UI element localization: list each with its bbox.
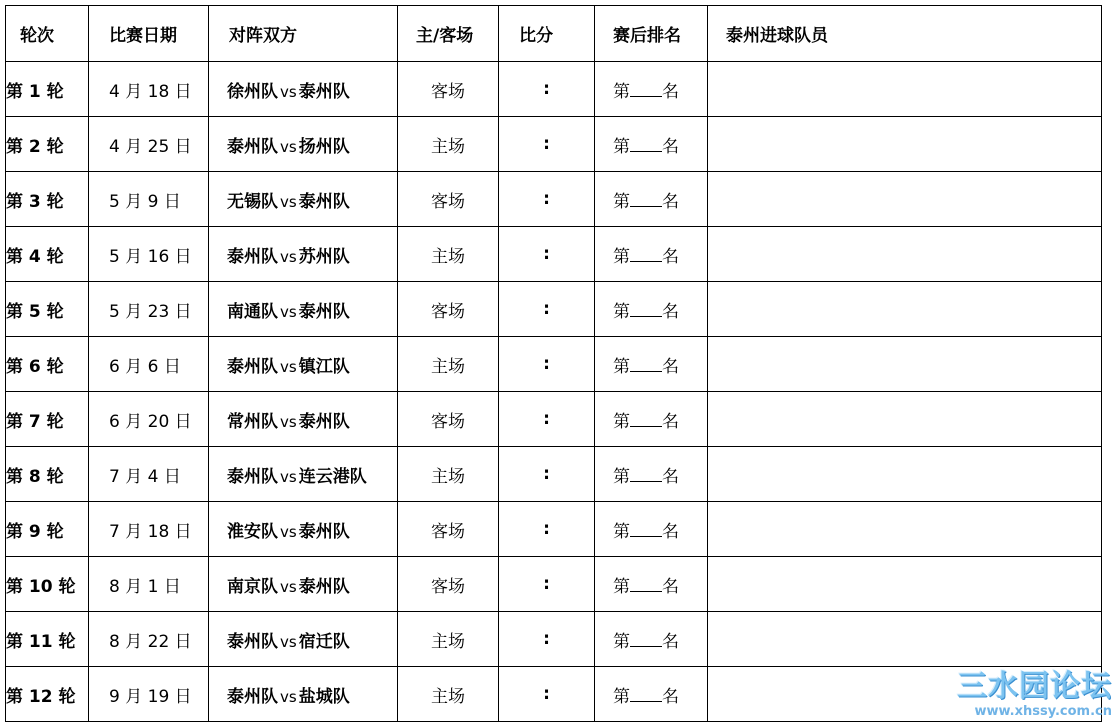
vs-label: vs: [280, 82, 297, 101]
rank-cell: [595, 117, 708, 172]
rank-blank: [630, 137, 662, 152]
scorers-cell: [708, 62, 1102, 117]
rank-prefix: 第: [613, 411, 630, 432]
watermark-brand: 三水园论坛: [957, 669, 1112, 704]
team-a: 南通队: [227, 301, 278, 322]
rank-blank: [630, 357, 662, 372]
venue-cell: 主场: [398, 117, 499, 172]
vs-label: vs: [280, 687, 297, 706]
header-scorers: 泰州进球队员: [708, 6, 1102, 62]
venue-cell: 主场: [398, 447, 499, 502]
venue-cell: 主场: [398, 667, 499, 722]
team-b: 镇江队: [298, 356, 350, 377]
vs-label: vs: [280, 192, 297, 211]
match-cell: [209, 667, 398, 722]
rank-suffix: 名: [662, 631, 679, 652]
rank-blank: [630, 192, 662, 207]
match-cell: [209, 557, 398, 612]
round-cell: 第 5 轮: [6, 282, 89, 337]
rank-cell: [595, 392, 708, 447]
site-watermark: [942, 669, 1112, 725]
scorers-cell: [708, 447, 1102, 502]
rank-blank: [630, 302, 662, 317]
round-cell: 第 12 轮: [6, 667, 89, 722]
scorers-cell: [708, 282, 1102, 337]
team-a: 南京队: [227, 576, 278, 597]
round-cell: 第 3 轮: [6, 172, 89, 227]
rank-blank: [630, 467, 662, 482]
vs-label: vs: [280, 137, 297, 156]
team-a: 无锡队: [227, 191, 278, 212]
score-cell: :: [499, 282, 595, 337]
venue-cell: 客场: [398, 62, 499, 117]
team-b: 泰州队: [298, 576, 350, 597]
match-cell: [209, 502, 398, 557]
rank-cell: [595, 557, 708, 612]
table-row: [6, 117, 1102, 172]
table-row: [6, 62, 1102, 117]
rank-cell: [595, 172, 708, 227]
rank-prefix: 第: [613, 136, 630, 157]
round-cell: 第 10 轮: [6, 557, 89, 612]
vs-label: vs: [280, 467, 297, 486]
rank-suffix: 名: [662, 136, 679, 157]
rank-blank: [630, 687, 662, 702]
rank-cell: [595, 612, 708, 667]
score-cell: :: [499, 392, 595, 447]
rank-prefix: 第: [613, 191, 630, 212]
rank-suffix: 名: [662, 521, 679, 542]
table-row: [6, 227, 1102, 282]
date-cell: 6 月 6 日: [89, 337, 209, 392]
match-cell: [209, 117, 398, 172]
table-row: [6, 172, 1102, 227]
scorers-cell: [708, 227, 1102, 282]
team-a: 淮安队: [227, 521, 278, 542]
match-cell: [209, 392, 398, 447]
score-cell: :: [499, 172, 595, 227]
team-b: 泰州队: [298, 411, 350, 432]
venue-cell: 主场: [398, 337, 499, 392]
table-row: [6, 337, 1102, 392]
score-cell: :: [499, 557, 595, 612]
rank-blank: [630, 82, 662, 97]
date-cell: 8 月 22 日: [89, 612, 209, 667]
team-b: 泰州队: [298, 81, 350, 102]
table-row: [6, 502, 1102, 557]
table-row: [6, 282, 1102, 337]
date-cell: 5 月 23 日: [89, 282, 209, 337]
date-cell: 5 月 9 日: [89, 172, 209, 227]
round-cell: 第 1 轮: [6, 62, 89, 117]
header-venue: 主/客场: [398, 6, 499, 62]
match-schedule-table: [5, 5, 1102, 722]
rank-cell: [595, 667, 708, 722]
rank-blank: [630, 522, 662, 537]
team-b: 泰州队: [298, 301, 350, 322]
table-row: [6, 447, 1102, 502]
date-cell: 5 月 16 日: [89, 227, 209, 282]
match-cell: [209, 337, 398, 392]
date-cell: 6 月 20 日: [89, 392, 209, 447]
score-cell: :: [499, 227, 595, 282]
rank-cell: [595, 447, 708, 502]
round-cell: 第 2 轮: [6, 117, 89, 172]
header-date: 比赛日期: [89, 6, 209, 62]
table-header-row: [6, 6, 1102, 62]
team-b: 泰州队: [298, 191, 350, 212]
match-cell: [209, 612, 398, 667]
table-row: [6, 392, 1102, 447]
vs-label: vs: [280, 522, 297, 541]
scorers-cell: [708, 557, 1102, 612]
match-cell: [209, 447, 398, 502]
rank-cell: [595, 227, 708, 282]
venue-cell: 客场: [398, 557, 499, 612]
rank-suffix: 名: [662, 411, 679, 432]
rank-blank: [630, 577, 662, 592]
team-b: 苏州队: [298, 246, 350, 267]
date-cell: 4 月 18 日: [89, 62, 209, 117]
venue-cell: 主场: [398, 612, 499, 667]
team-a: 泰州队: [227, 246, 278, 267]
rank-blank: [630, 632, 662, 647]
rank-suffix: 名: [662, 81, 679, 102]
team-a: 泰州队: [227, 136, 278, 157]
vs-label: vs: [280, 632, 297, 651]
venue-cell: 客场: [398, 392, 499, 447]
score-cell: :: [499, 502, 595, 557]
rank-cell: [595, 337, 708, 392]
vs-label: vs: [280, 412, 297, 431]
header-rank: 赛后排名: [595, 6, 708, 62]
rank-prefix: 第: [613, 631, 630, 652]
rank-cell: [595, 282, 708, 337]
date-cell: 7 月 4 日: [89, 447, 209, 502]
rank-suffix: 名: [662, 686, 679, 707]
rank-suffix: 名: [662, 576, 679, 597]
score-cell: :: [499, 612, 595, 667]
rank-prefix: 第: [613, 686, 630, 707]
team-a: 徐州队: [227, 81, 278, 102]
team-b: 扬州队: [298, 136, 350, 157]
team-a: 常州队: [227, 411, 278, 432]
rank-prefix: 第: [613, 466, 630, 487]
rank-blank: [630, 412, 662, 427]
match-cell: [209, 62, 398, 117]
table-row: [6, 612, 1102, 667]
schedule-sheet: [5, 5, 1101, 717]
rank-prefix: 第: [613, 301, 630, 322]
venue-cell: 客场: [398, 502, 499, 557]
rank-blank: [630, 247, 662, 262]
round-cell: 第 8 轮: [6, 447, 89, 502]
date-cell: 4 月 25 日: [89, 117, 209, 172]
team-b: 连云港队: [298, 466, 367, 487]
watermark-url: www.xhssy.com.cn: [974, 704, 1112, 719]
team-a: 泰州队: [227, 356, 278, 377]
rank-prefix: 第: [613, 246, 630, 267]
round-cell: 第 7 轮: [6, 392, 89, 447]
match-cell: [209, 282, 398, 337]
rank-cell: [595, 502, 708, 557]
scorers-cell: [708, 502, 1102, 557]
scorers-cell: [708, 117, 1102, 172]
score-cell: :: [499, 62, 595, 117]
rank-suffix: 名: [662, 191, 679, 212]
team-b: 盐城队: [298, 686, 350, 707]
header-match: 对阵双方: [209, 6, 398, 62]
round-cell: 第 4 轮: [6, 227, 89, 282]
header-round: 轮次: [6, 6, 89, 62]
table-row: [6, 557, 1102, 612]
venue-cell: 客场: [398, 282, 499, 337]
round-cell: 第 11 轮: [6, 612, 89, 667]
vs-label: vs: [280, 357, 297, 376]
rank-prefix: 第: [613, 356, 630, 377]
team-b: 宿迁队: [298, 631, 350, 652]
vs-label: vs: [280, 247, 297, 266]
scorers-cell: [708, 172, 1102, 227]
scorers-cell: [708, 612, 1102, 667]
date-cell: 7 月 18 日: [89, 502, 209, 557]
round-cell: 第 6 轮: [6, 337, 89, 392]
match-cell: [209, 172, 398, 227]
score-cell: :: [499, 117, 595, 172]
table-body: [6, 62, 1102, 722]
date-cell: 8 月 1 日: [89, 557, 209, 612]
score-cell: :: [499, 447, 595, 502]
score-cell: :: [499, 667, 595, 722]
vs-label: vs: [280, 302, 297, 321]
team-a: 泰州队: [227, 631, 278, 652]
match-cell: [209, 227, 398, 282]
rank-suffix: 名: [662, 466, 679, 487]
rank-cell: [595, 62, 708, 117]
header-score: 比分: [499, 6, 595, 62]
rank-prefix: 第: [613, 521, 630, 542]
team-b: 泰州队: [298, 521, 350, 542]
rank-suffix: 名: [662, 301, 679, 322]
rank-prefix: 第: [613, 576, 630, 597]
scorers-cell: [708, 337, 1102, 392]
team-a: 泰州队: [227, 466, 278, 487]
venue-cell: 客场: [398, 172, 499, 227]
vs-label: vs: [280, 577, 297, 596]
rank-prefix: 第: [613, 81, 630, 102]
team-a: 泰州队: [227, 686, 278, 707]
rank-suffix: 名: [662, 356, 679, 377]
date-cell: 9 月 19 日: [89, 667, 209, 722]
score-cell: :: [499, 337, 595, 392]
venue-cell: 主场: [398, 227, 499, 282]
table-row: [6, 667, 1102, 722]
scorers-cell: [708, 392, 1102, 447]
round-cell: 第 9 轮: [6, 502, 89, 557]
rank-suffix: 名: [662, 246, 679, 267]
